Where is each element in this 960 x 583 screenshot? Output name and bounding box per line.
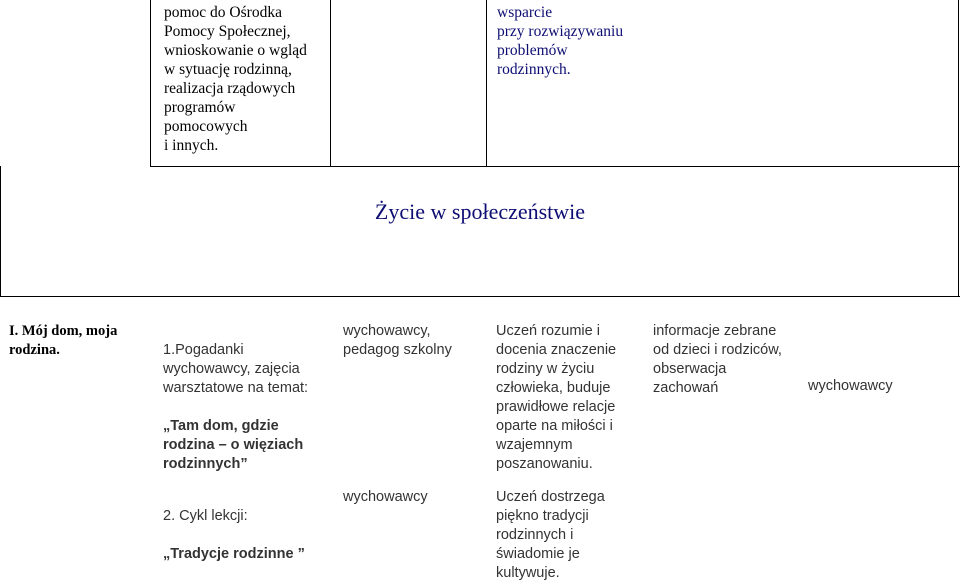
row1-topic-cell: I. Mój dom, moja rodzina. bbox=[9, 323, 118, 358]
row1-form-cell bbox=[163, 322, 331, 493]
rule-left-top bbox=[150, 0, 151, 167]
row2-outcome-cell: Uczeń dostrzega piękno tradycji rodzinnych i świadomie je kultywuje. bbox=[496, 489, 605, 581]
rule-section-bottom bbox=[0, 296, 960, 297]
rule-edge-left-section bbox=[0, 166, 1, 297]
rule-middle-top bbox=[330, 0, 331, 167]
row2-form-bold: „Tradycje rodzinne ” bbox=[163, 546, 305, 562]
top-row-middle-cell: wsparcie przy rozwiązywaniu problemów rodzinnych. bbox=[497, 4, 624, 78]
section-title: Życie w społeczeństwie bbox=[374, 199, 586, 224]
rule-edge-right-top bbox=[958, 0, 959, 296]
row1-evaluation-cell: informacje zebrane od dzieci i rodziców, obserwacja zachowań bbox=[653, 323, 782, 396]
row2-form-cell bbox=[163, 488, 331, 583]
top-row-left-cell: pomoc do Ośrodka Pomocy Społecznej, wnioskowanie o wgląd w sytuację rodzinną, realizacja rządowych programów pomocowych i innych. bbox=[164, 4, 307, 154]
row1-evaluator-cell: wychowawcy bbox=[808, 378, 893, 394]
row1-form-plain: 1.Pogadanki wychowawcy, zajęcia warsztatowe na temat: bbox=[163, 342, 309, 396]
rule-top-row-bottom bbox=[150, 166, 960, 167]
row1-form-bold: „Tam dom, gdzie rodzina – o więziach rodzinnych” bbox=[163, 418, 304, 472]
row2-responsible-cell: wychowawcy bbox=[343, 489, 428, 505]
rule-right-top bbox=[486, 0, 487, 167]
row2-form-plain: 2. Cykl lekcji: bbox=[163, 508, 248, 524]
row1-responsible-cell: wychowawcy, pedagog szkolny bbox=[343, 323, 452, 358]
row1-outcome-cell: Uczeń rozumie i docenia znaczenie rodziny w życiu człowieka, buduje prawidłowe relacje oparte na miłości i wzajemnym poszanowaniu. bbox=[496, 323, 617, 472]
